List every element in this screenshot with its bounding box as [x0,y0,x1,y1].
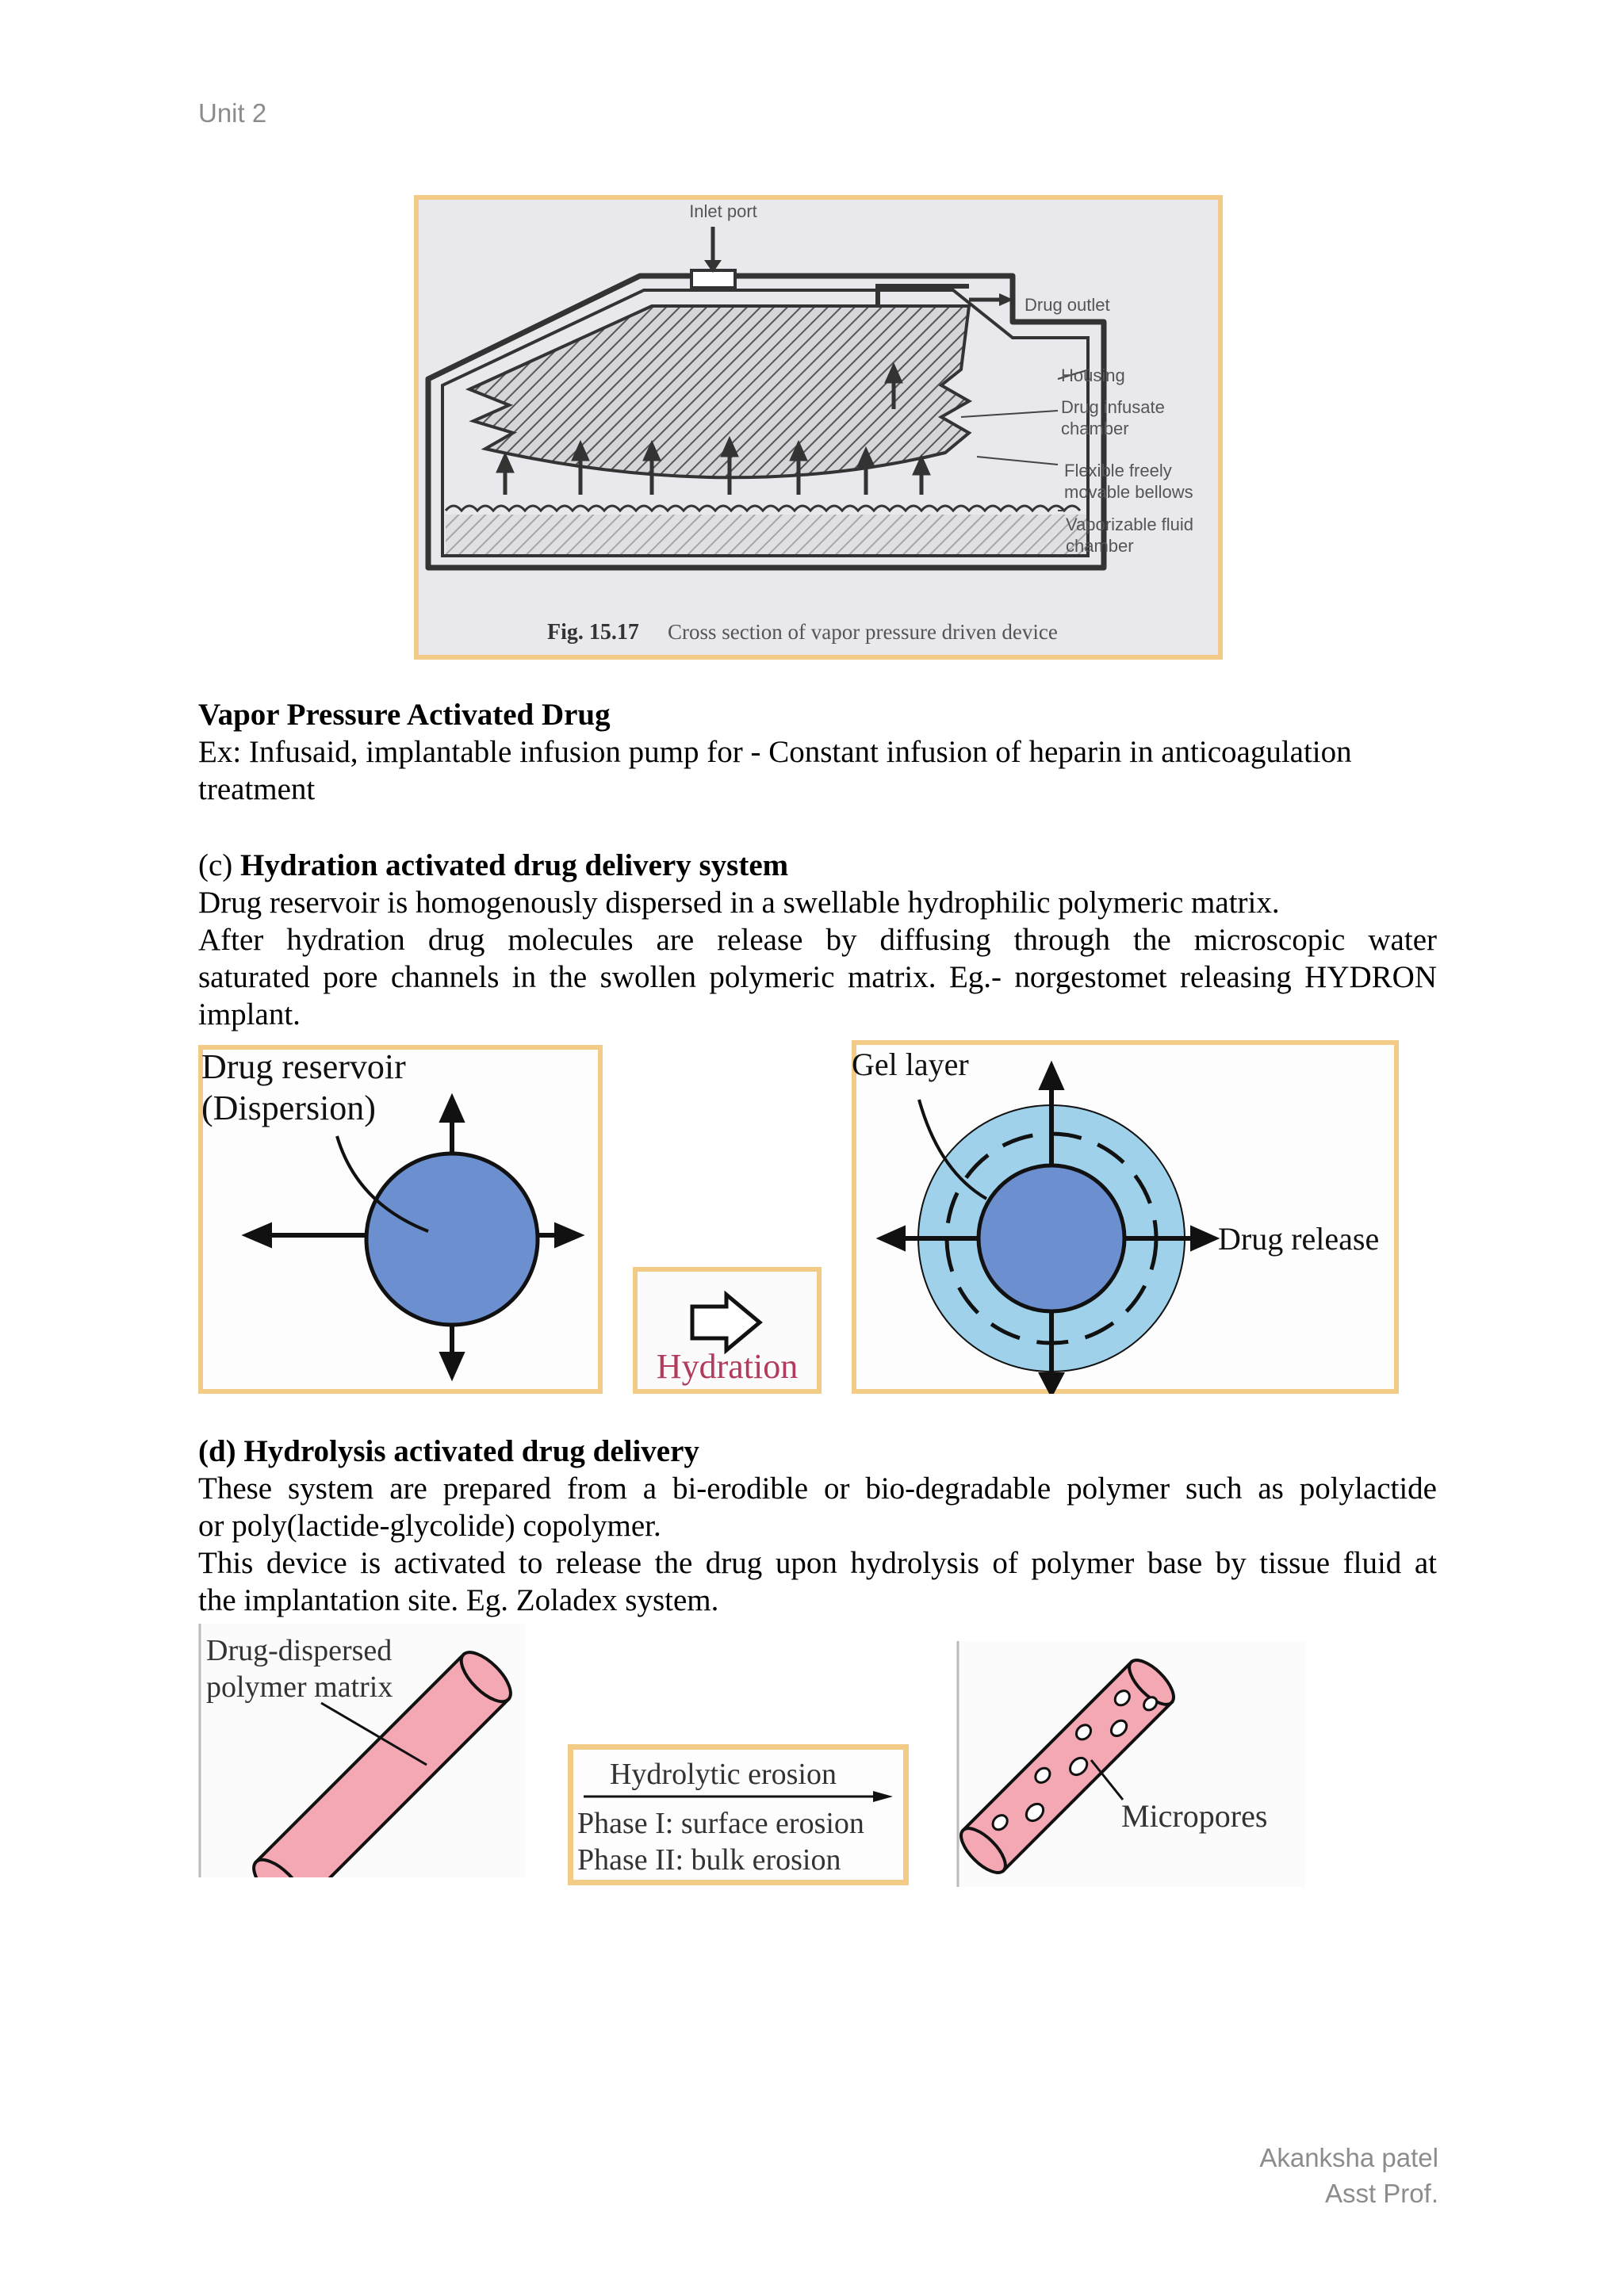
section-hydration-title: (c) Hydration activated drug delivery system [198,848,789,882]
fig-caption-number: Fig. 15.17 [547,620,639,645]
drug-reservoir-figure [198,1045,603,1394]
gel-layer-label: Gel layer [852,1047,969,1082]
hydration-arrow-figure [633,1267,822,1394]
micropores-figure [956,1641,1305,1887]
infusate-label-1: Drug infusate [1061,397,1165,417]
footer-title: Asst Prof. [1324,2179,1438,2208]
phase-2-label: Phase II: bulk erosion [577,1843,841,1877]
section-vapor-line2: treatment [198,772,316,806]
gel-layer-figure [852,1040,1399,1394]
phase-1-label: Phase I: surface erosion [577,1807,864,1840]
polymer-matrix-figure [198,1624,525,1877]
matrix-label-1: Drug-dispersed [206,1634,393,1667]
vapor-label-1: Vaporizable fluid [1066,515,1194,534]
section-vapor-line1: Ex: Infusaid, implantable infusion pump for - Constant infusion of heparin in anticoagulation [198,735,1352,769]
drug-release-label: Drug release [1218,1221,1380,1257]
reservoir-label-2: (Dispersion) [201,1089,376,1127]
infusate-label-2: chamber [1061,419,1129,438]
page-header: Unit 2 [198,98,267,128]
section-hydrolysis-line3: This device is activated to release the drug upon hydrolysis of polymer base by tissue fluid at [198,1546,1437,1580]
fig-caption-text: Cross section of vapor pressure driven device [668,620,1058,644]
bellows-label-1: Flexible freely [1064,461,1172,480]
section-hydrolysis-line1: These system are prepared from a bi-erodible or bio-degradable polymer such as polylactide [198,1471,1437,1506]
housing-label: Housing [1061,365,1125,385]
vapor-label-2: chamber [1066,536,1134,556]
micropores-label: Micropores [1121,1798,1268,1834]
section-hydrolysis-title: (d) Hydrolysis activated drug delivery [198,1434,699,1468]
erosion-label: Hydrolytic erosion [609,1758,837,1791]
section-hydration-line2: After hydration drug molecules are release by diffusing through the microscopic water [198,923,1437,957]
bellows-label-2: movable bellows [1064,482,1193,502]
matrix-label-2: polymer matrix [206,1670,393,1704]
vapor-pressure-device-figure [414,195,1223,660]
reservoir-label-1: Drug reservoir [201,1047,406,1086]
section-vapor-title: Vapor Pressure Activated Drug [198,698,611,732]
section-hydration-line1: Drug reservoir is homogenously dispersed in a swellable hydrophilic polymeric matrix. [198,886,1280,920]
hydration-label: Hydration [656,1347,799,1386]
section-hydration-line4: implant. [198,997,301,1031]
section-hydration-line3: saturated pore channels in the swollen polymeric matrix. Eg.- norgestomet releasing HYDRON [198,960,1437,994]
outlet-label: Drug outlet [1025,295,1110,315]
section-hydrolysis-line2: or poly(lactide-glycolide) copolymer. [198,1509,661,1543]
hydrolytic-erosion-figure [568,1744,909,1885]
footer-author: Akanksha patel [1259,2143,1438,2172]
section-hydrolysis-line4: the implantation site. Eg. Zoladex system. [198,1583,719,1617]
inlet-port-label: Inlet port [689,201,757,221]
